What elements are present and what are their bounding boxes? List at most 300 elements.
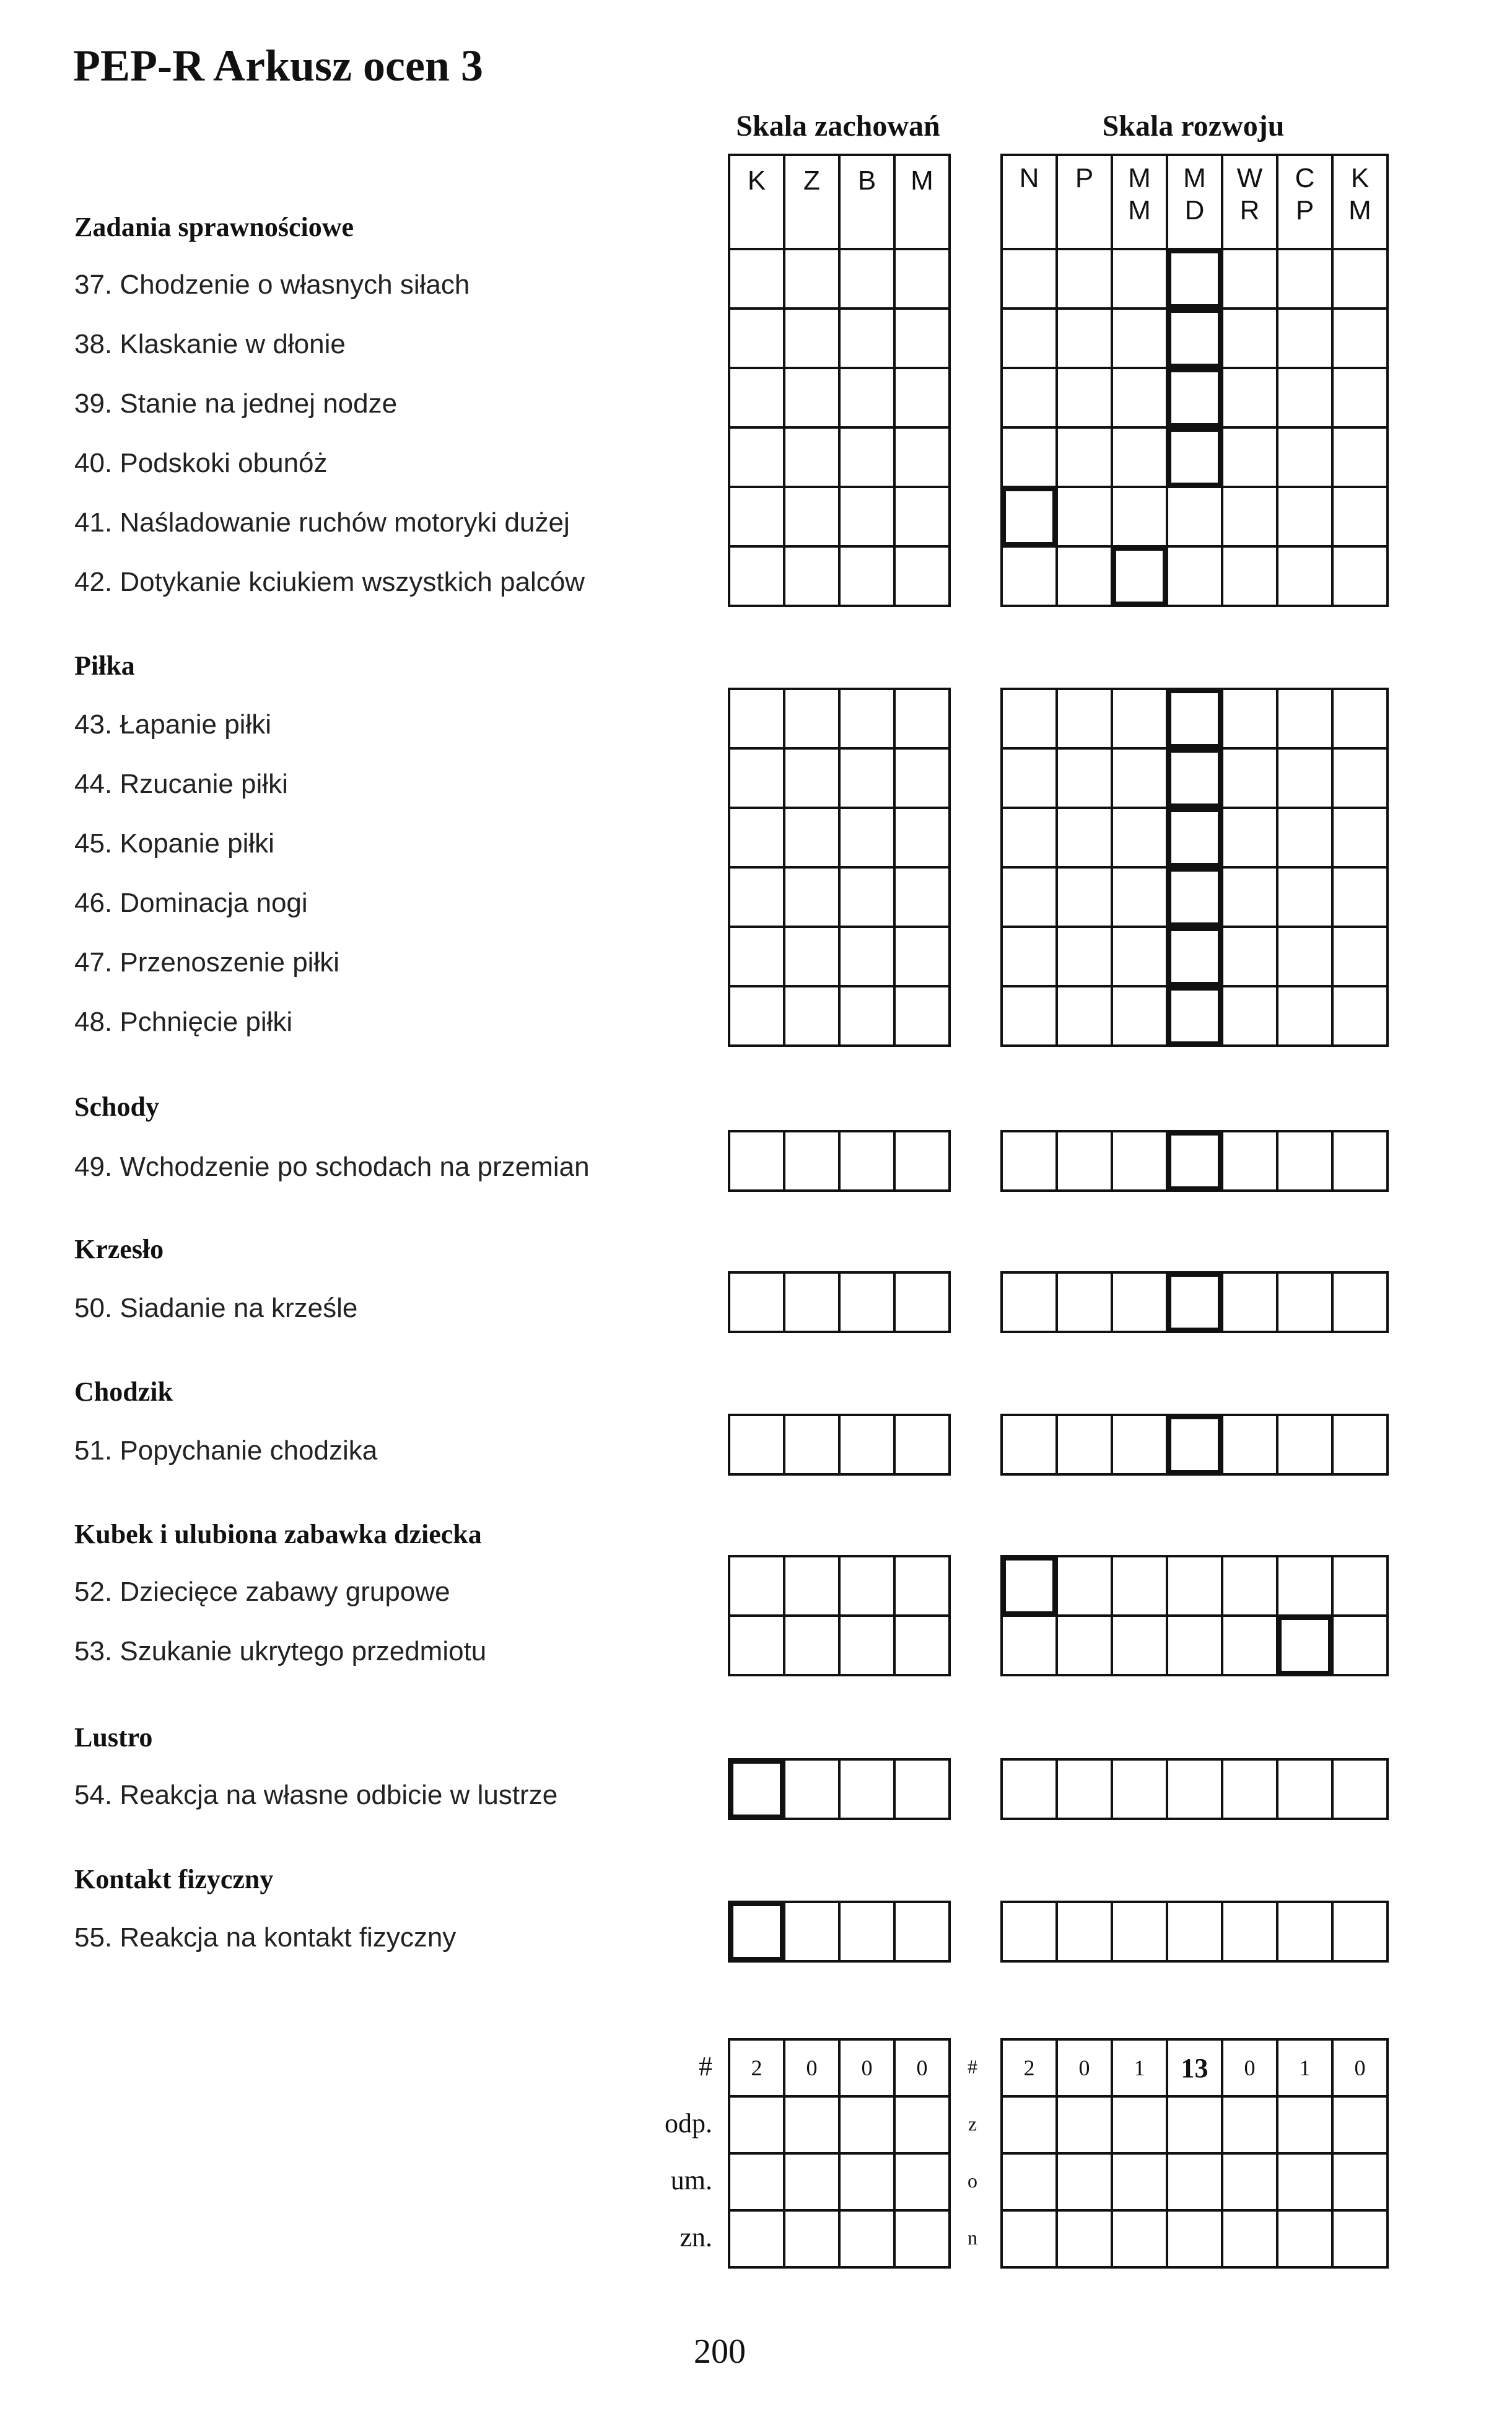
behavior-cell[interactable]	[783, 1614, 841, 1676]
development-cell[interactable]	[1276, 307, 1334, 369]
section-heading: Kontakt fizyczny	[74, 1864, 274, 1894]
item-label: 47. Przenoszenie piłki	[74, 947, 340, 978]
development-cell[interactable]	[1331, 1614, 1389, 1676]
behavior-cell[interactable]	[783, 1901, 841, 1963]
development-cell[interactable]	[1111, 688, 1168, 750]
development-cell[interactable]	[1166, 1614, 1223, 1676]
development-cell[interactable]	[1055, 545, 1113, 607]
behavior-summary-label: odp.	[665, 2108, 712, 2139]
development-cell[interactable]	[1276, 1555, 1334, 1617]
development-cell[interactable]	[1331, 486, 1389, 548]
development-cell[interactable]	[1055, 1901, 1113, 1963]
development-cell[interactable]	[1221, 1271, 1278, 1333]
development-summary-label: #	[968, 2055, 977, 2078]
development-cell[interactable]	[1221, 747, 1278, 809]
development-cell[interactable]	[1221, 1555, 1278, 1617]
development-cell[interactable]	[1055, 248, 1113, 310]
item-label: 38. Klaskanie w dłonie	[74, 329, 346, 359]
behavior-cell[interactable]	[783, 367, 841, 429]
development-count-cell: 0	[1331, 2038, 1389, 2098]
development-cell[interactable]	[1276, 545, 1334, 607]
development-cell[interactable]	[1055, 688, 1113, 750]
development-cell[interactable]	[1055, 1271, 1113, 1333]
development-cell[interactable]	[1111, 807, 1168, 869]
development-cell[interactable]	[1331, 985, 1389, 1047]
development-cell[interactable]	[1331, 807, 1389, 869]
behavior-cell[interactable]	[783, 426, 841, 488]
development-cell-marked[interactable]	[1166, 248, 1223, 310]
behavior-cell[interactable]	[893, 1901, 951, 1963]
development-header-cp: C P	[1276, 154, 1334, 250]
development-cell[interactable]	[1111, 486, 1168, 548]
development-summary-cell[interactable]	[1055, 2209, 1113, 2269]
development-cell[interactable]	[1331, 426, 1389, 488]
item-label: 44. Rzucanie piłki	[74, 769, 288, 799]
development-summary-cell[interactable]	[1276, 2095, 1334, 2155]
development-cell[interactable]	[1221, 248, 1278, 310]
development-cell[interactable]	[1166, 1758, 1223, 1820]
development-cell[interactable]	[1111, 1901, 1168, 1963]
development-cell[interactable]	[1111, 367, 1168, 429]
behavior-cell[interactable]	[838, 866, 896, 928]
development-cell[interactable]	[1055, 1758, 1113, 1820]
development-header-n: N	[1000, 154, 1058, 250]
behavior-summary-cell[interactable]	[838, 2209, 896, 2269]
item-label: 51. Popychanie chodzika	[74, 1435, 378, 1466]
section-heading: Chodzik	[74, 1377, 173, 1407]
development-cell[interactable]	[1221, 1901, 1278, 1963]
behavior-count-cell: 0	[783, 2038, 841, 2098]
behavior-cell[interactable]	[893, 985, 951, 1047]
development-cell[interactable]	[1331, 1271, 1389, 1333]
development-summary-cell[interactable]	[1166, 2209, 1223, 2269]
page-number: 200	[694, 2332, 746, 2371]
development-cell[interactable]	[1331, 747, 1389, 809]
development-summary-cell[interactable]	[1166, 2095, 1223, 2155]
development-cell[interactable]	[1331, 926, 1389, 987]
behavior-cell[interactable]	[893, 1555, 951, 1617]
behavior-summary-label: um.	[670, 2165, 712, 2195]
behavior-summary-cell[interactable]	[838, 2152, 896, 2212]
behavior-cell[interactable]	[728, 866, 785, 928]
behavior-cell[interactable]	[838, 985, 896, 1047]
behavior-summary-cell[interactable]	[728, 2152, 785, 2212]
development-count-cell: 2	[1000, 2038, 1058, 2098]
behavior-summary-label: #	[699, 2051, 712, 2082]
behavior-summary-cell[interactable]	[893, 2095, 951, 2155]
behavior-cell[interactable]	[728, 926, 785, 987]
development-count-cell: 1	[1276, 2038, 1334, 2098]
development-cell[interactable]	[1111, 1758, 1168, 1820]
development-header-p: P	[1055, 154, 1113, 250]
behavior-cell[interactable]	[838, 1414, 896, 1476]
development-cell-marked[interactable]	[1166, 926, 1223, 987]
behavior-cell[interactable]	[893, 866, 951, 928]
development-summary-cell[interactable]	[1000, 2152, 1058, 2212]
behavior-cell[interactable]	[838, 747, 896, 809]
development-summary-cell[interactable]	[1331, 2095, 1389, 2155]
development-cell-marked[interactable]	[1166, 747, 1223, 809]
behavior-cell[interactable]	[783, 866, 841, 928]
development-cell[interactable]	[1276, 248, 1334, 310]
behavior-cell[interactable]	[728, 307, 785, 369]
development-cell[interactable]	[1000, 1414, 1058, 1476]
development-count-cell: 0	[1221, 2038, 1278, 2098]
item-label: 52. Dziecięce zabawy grupowe	[74, 1577, 450, 1607]
behavior-summary-cell[interactable]	[893, 2152, 951, 2212]
behavior-cell[interactable]	[838, 1130, 896, 1192]
development-summary-label: n	[968, 2226, 977, 2249]
development-cell-marked[interactable]	[1166, 985, 1223, 1047]
development-cell[interactable]	[1221, 866, 1278, 928]
behavior-cell[interactable]	[838, 367, 896, 429]
development-cell[interactable]	[1221, 1130, 1278, 1192]
development-summary-cell[interactable]	[1221, 2209, 1278, 2269]
behavior-cell[interactable]	[838, 926, 896, 987]
item-label: 48. Pchnięcie piłki	[74, 1007, 293, 1037]
behavior-cell[interactable]	[728, 1130, 785, 1192]
behavior-cell[interactable]	[728, 1555, 785, 1617]
development-header-mm: M M	[1111, 154, 1168, 250]
development-cell[interactable]	[1111, 1555, 1168, 1617]
development-cell[interactable]	[1000, 1614, 1058, 1676]
development-summary-cell[interactable]	[1000, 2095, 1058, 2155]
development-cell[interactable]	[1111, 307, 1168, 369]
development-cell[interactable]	[1000, 985, 1058, 1047]
behavior-summary-cell[interactable]	[838, 2095, 896, 2155]
development-cell[interactable]	[1111, 1614, 1168, 1676]
development-cell[interactable]	[1276, 1130, 1334, 1192]
development-cell[interactable]	[1055, 307, 1113, 369]
development-cell[interactable]	[1221, 486, 1278, 548]
development-cell[interactable]	[1221, 1614, 1278, 1676]
development-cell[interactable]	[1000, 688, 1058, 750]
behavior-cell[interactable]	[893, 426, 951, 488]
section-heading: Zadania sprawnościowe	[74, 212, 354, 242]
development-cell[interactable]	[1111, 426, 1168, 488]
behavior-cell[interactable]	[893, 248, 951, 310]
behavior-cell[interactable]	[838, 807, 896, 869]
development-cell-marked[interactable]	[1000, 1555, 1058, 1617]
behavior-cell[interactable]	[783, 545, 841, 607]
development-cell[interactable]	[1221, 1758, 1278, 1820]
item-label: 55. Reakcja na kontakt fizyczny	[74, 1922, 457, 1953]
development-cell[interactable]	[1055, 486, 1113, 548]
behavior-cell[interactable]	[893, 545, 951, 607]
behavior-cell[interactable]	[728, 248, 785, 310]
development-cell-marked[interactable]	[1166, 866, 1223, 928]
section-heading: Kubek i ulubiona zabawka dziecka	[74, 1519, 482, 1549]
development-cell[interactable]	[1111, 1414, 1168, 1476]
development-header-md: M D	[1166, 154, 1223, 250]
behavior-cell[interactable]	[838, 1555, 896, 1617]
development-cell[interactable]	[1331, 1414, 1389, 1476]
behavior-cell[interactable]	[893, 486, 951, 548]
item-label: 46. Dominacja nogi	[74, 888, 308, 918]
development-cell-marked[interactable]	[1276, 1614, 1334, 1676]
behavior-cell[interactable]	[783, 747, 841, 809]
development-cell[interactable]	[1276, 747, 1334, 809]
development-scale-title: Skala rozwoju	[1102, 110, 1285, 142]
behavior-cell[interactable]	[783, 248, 841, 310]
item-label: 39. Stanie na jednej nodze	[74, 388, 398, 419]
development-cell[interactable]	[1221, 545, 1278, 607]
development-cell[interactable]	[1111, 926, 1168, 987]
development-cell[interactable]	[1000, 307, 1058, 369]
behavior-cell[interactable]	[838, 486, 896, 548]
behavior-cell[interactable]	[783, 486, 841, 548]
behavior-cell[interactable]	[728, 1414, 785, 1476]
development-summary-cell[interactable]	[1331, 2209, 1389, 2269]
development-summary-cell[interactable]	[1331, 2152, 1389, 2212]
development-cell[interactable]	[1221, 985, 1278, 1047]
development-summary-cell[interactable]	[1111, 2095, 1168, 2155]
item-label: 42. Dotykanie kciukiem wszystkich palców	[74, 567, 585, 597]
behavior-cell[interactable]	[893, 1614, 951, 1676]
behavior-cell[interactable]	[728, 1271, 785, 1333]
development-cell[interactable]	[1055, 367, 1113, 429]
development-summary-cell[interactable]	[1221, 2152, 1278, 2212]
behavior-cell[interactable]	[893, 367, 951, 429]
development-cell[interactable]	[1221, 688, 1278, 750]
development-cell[interactable]	[1111, 248, 1168, 310]
behavior-cell[interactable]	[728, 1614, 785, 1676]
behavior-cell[interactable]	[893, 1414, 951, 1476]
behavior-header-m: M	[893, 154, 951, 250]
behavior-cell[interactable]	[783, 1130, 841, 1192]
behavior-cell[interactable]	[893, 307, 951, 369]
development-cell[interactable]	[1000, 367, 1058, 429]
development-cell[interactable]	[1000, 1901, 1058, 1963]
development-cell-marked[interactable]	[1000, 486, 1058, 548]
development-cell-marked[interactable]	[1166, 1130, 1223, 1192]
behavior-cell[interactable]	[838, 545, 896, 607]
behavior-summary-label: zn.	[680, 2222, 712, 2252]
development-cell[interactable]	[1111, 866, 1168, 928]
development-cell[interactable]	[1000, 866, 1058, 928]
behavior-cell[interactable]	[838, 1758, 896, 1820]
development-summary-cell[interactable]	[1276, 2152, 1334, 2212]
item-label: 50. Siadanie na krześle	[74, 1293, 358, 1323]
behavior-summary-cell[interactable]	[783, 2095, 841, 2155]
behavior-cell-marked[interactable]	[728, 1758, 785, 1820]
behavior-cell[interactable]	[783, 926, 841, 987]
development-cell[interactable]	[1221, 926, 1278, 987]
development-summary-cell[interactable]	[1055, 2095, 1113, 2155]
development-cell[interactable]	[1166, 1901, 1223, 1963]
behavior-cell[interactable]	[783, 807, 841, 869]
development-cell-marked[interactable]	[1111, 545, 1168, 607]
development-summary-cell[interactable]	[1000, 2209, 1058, 2269]
behavior-cell[interactable]	[893, 688, 951, 750]
development-cell[interactable]	[1055, 1130, 1113, 1192]
development-cell[interactable]	[1000, 426, 1058, 488]
section-heading: Schody	[74, 1092, 159, 1122]
behavior-cell[interactable]	[893, 926, 951, 987]
item-label: 45. Kopanie piłki	[74, 828, 274, 859]
behavior-summary-cell[interactable]	[783, 2209, 841, 2269]
behavior-cell[interactable]	[783, 985, 841, 1047]
development-header-wr: W R	[1221, 154, 1278, 250]
item-label: 54. Reakcja na własne odbicie w lustrze	[74, 1780, 558, 1810]
development-cell[interactable]	[1111, 1271, 1168, 1333]
behavior-cell[interactable]	[838, 688, 896, 750]
behavior-summary-cell[interactable]	[728, 2095, 785, 2155]
development-cell[interactable]	[1276, 926, 1334, 987]
development-header-km: K M	[1331, 154, 1389, 250]
development-cell[interactable]	[1276, 1758, 1334, 1820]
development-summary-cell[interactable]	[1276, 2209, 1334, 2269]
item-label: 49. Wchodzenie po schodach na przemian	[74, 1152, 590, 1182]
behavior-cell[interactable]	[783, 1271, 841, 1333]
behavior-cell[interactable]	[728, 426, 785, 488]
behavior-count-cell: 2	[728, 2038, 785, 2098]
development-summary-cell[interactable]	[1111, 2152, 1168, 2212]
behavior-cell[interactable]	[783, 307, 841, 369]
behavior-header-z: Z	[783, 154, 841, 250]
development-summary-cell[interactable]	[1055, 2152, 1113, 2212]
behavior-cell[interactable]	[838, 307, 896, 369]
development-cell[interactable]	[1055, 1614, 1113, 1676]
development-cell[interactable]	[1055, 807, 1113, 869]
behavior-cell[interactable]	[893, 807, 951, 869]
section-heading: Lustro	[74, 1722, 153, 1753]
development-cell[interactable]	[1221, 307, 1278, 369]
development-cell[interactable]	[1000, 1271, 1058, 1333]
behavior-cell[interactable]	[838, 1901, 896, 1963]
behavior-header-k: K	[728, 154, 785, 250]
development-cell-marked[interactable]	[1166, 367, 1223, 429]
development-cell[interactable]	[1166, 545, 1223, 607]
behavior-summary-cell[interactable]	[728, 2209, 785, 2269]
behavior-cell[interactable]	[838, 248, 896, 310]
development-cell[interactable]	[1276, 807, 1334, 869]
development-cell[interactable]	[1166, 1555, 1223, 1617]
development-cell-marked[interactable]	[1166, 1271, 1223, 1333]
behavior-summary-cell[interactable]	[783, 2152, 841, 2212]
item-label: 37. Chodzenie o własnych siłach	[74, 269, 470, 300]
behavior-summary-cell[interactable]	[893, 2209, 951, 2269]
development-cell[interactable]	[1331, 1758, 1389, 1820]
development-cell[interactable]	[1276, 985, 1334, 1047]
development-cell[interactable]	[1276, 486, 1334, 548]
behavior-cell-marked[interactable]	[728, 1901, 785, 1963]
behavior-cell[interactable]	[728, 688, 785, 750]
development-cell-marked[interactable]	[1166, 807, 1223, 869]
development-cell[interactable]	[1221, 367, 1278, 429]
behavior-cell[interactable]	[728, 747, 785, 809]
behavior-cell[interactable]	[728, 545, 785, 607]
behavior-cell[interactable]	[728, 486, 785, 548]
behavior-cell[interactable]	[728, 367, 785, 429]
development-cell[interactable]	[1331, 1130, 1389, 1192]
development-cell[interactable]	[1055, 426, 1113, 488]
item-label: 53. Szukanie ukrytego przedmiotu	[74, 1636, 487, 1666]
development-cell[interactable]	[1055, 866, 1113, 928]
development-cell[interactable]	[1331, 688, 1389, 750]
behavior-cell[interactable]	[838, 1614, 896, 1676]
development-cell[interactable]	[1000, 1758, 1058, 1820]
development-count-cell: 1	[1111, 2038, 1168, 2098]
behavior-cell[interactable]	[783, 1414, 841, 1476]
behavior-count-cell: 0	[838, 2038, 896, 2098]
development-cell[interactable]	[1221, 426, 1278, 488]
development-cell[interactable]	[1000, 1130, 1058, 1192]
section-heading: Krzesło	[74, 1234, 164, 1264]
development-cell[interactable]	[1000, 545, 1058, 607]
behavior-cell[interactable]	[783, 1758, 841, 1820]
development-cell[interactable]	[1331, 248, 1389, 310]
development-cell[interactable]	[1221, 807, 1278, 869]
behavior-cell[interactable]	[893, 747, 951, 809]
behavior-cell[interactable]	[838, 426, 896, 488]
development-cell[interactable]	[1055, 926, 1113, 987]
development-cell[interactable]	[1000, 807, 1058, 869]
development-cell[interactable]	[1221, 1414, 1278, 1476]
development-cell-marked[interactable]	[1166, 307, 1223, 369]
development-cell[interactable]	[1055, 1555, 1113, 1617]
behavior-cell[interactable]	[783, 688, 841, 750]
development-summary-cell[interactable]	[1166, 2152, 1223, 2212]
development-summary-label: o	[968, 2169, 977, 2192]
development-cell[interactable]	[1111, 985, 1168, 1047]
development-cell[interactable]	[1331, 1555, 1389, 1617]
behavior-cell[interactable]	[893, 1758, 951, 1820]
development-cell[interactable]	[1331, 307, 1389, 369]
development-cell[interactable]	[1331, 545, 1389, 607]
development-cell[interactable]	[1111, 1130, 1168, 1192]
development-cell[interactable]	[1276, 1414, 1334, 1476]
development-cell-marked[interactable]	[1166, 426, 1223, 488]
item-label: 41. Naśladowanie ruchów motoryki dużej	[74, 507, 570, 538]
behavior-scale-title: Skala zachowań	[736, 110, 940, 142]
development-cell[interactable]	[1331, 367, 1389, 429]
development-cell[interactable]	[1055, 747, 1113, 809]
behavior-cell[interactable]	[893, 1130, 951, 1192]
development-cell[interactable]	[1276, 1271, 1334, 1333]
behavior-header-b: B	[838, 154, 896, 250]
development-cell[interactable]	[1000, 926, 1058, 987]
development-cell[interactable]	[1000, 747, 1058, 809]
development-cell-marked[interactable]	[1166, 688, 1223, 750]
item-label: 40. Podskoki obunóż	[74, 448, 328, 478]
development-cell[interactable]	[1276, 367, 1334, 429]
behavior-cell[interactable]	[728, 985, 785, 1047]
development-cell[interactable]	[1331, 1901, 1389, 1963]
behavior-cell[interactable]	[783, 1555, 841, 1617]
development-summary-cell[interactable]	[1111, 2209, 1168, 2269]
behavior-cell[interactable]	[893, 1271, 951, 1333]
development-count-cell: 0	[1055, 2038, 1113, 2098]
development-cell[interactable]	[1276, 866, 1334, 928]
section-heading: Piłka	[74, 650, 135, 681]
development-cell[interactable]	[1055, 1414, 1113, 1476]
development-cell[interactable]	[1111, 747, 1168, 809]
development-cell[interactable]	[1331, 866, 1389, 928]
behavior-cell[interactable]	[728, 807, 785, 869]
page-title: PEP-R Arkusz ocen 3	[73, 41, 483, 90]
development-summary-cell[interactable]	[1221, 2095, 1278, 2155]
development-cell[interactable]	[1276, 1901, 1334, 1963]
development-cell[interactable]	[1055, 985, 1113, 1047]
behavior-cell[interactable]	[838, 1271, 896, 1333]
development-cell-marked[interactable]	[1166, 1414, 1223, 1476]
development-cell[interactable]	[1276, 426, 1334, 488]
development-cell[interactable]	[1000, 248, 1058, 310]
development-cell[interactable]	[1276, 688, 1334, 750]
item-label: 43. Łapanie piłki	[74, 709, 272, 740]
development-cell[interactable]	[1166, 486, 1223, 548]
